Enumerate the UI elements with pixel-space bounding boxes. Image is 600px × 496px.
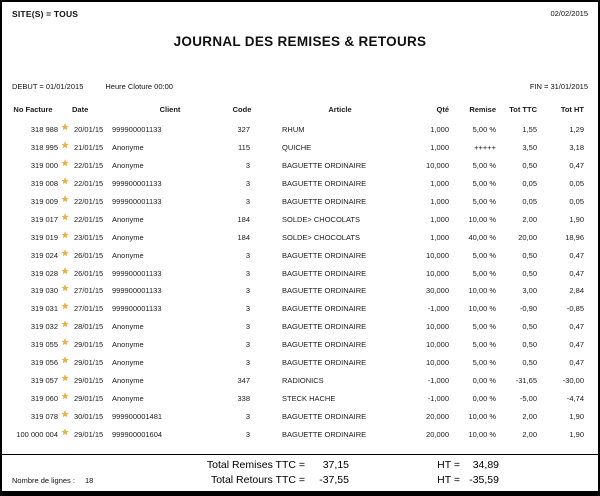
- cell-no-facture: 319 057: [30, 375, 58, 385]
- cell-article: BAGUETTE ORDINAIRE: [282, 161, 367, 171]
- cell-tot-ht: -0,85: [566, 304, 584, 314]
- star-icon: [58, 157, 72, 175]
- cell-remise: 10,00 %: [468, 286, 496, 296]
- cell-client: 999900001133: [112, 179, 162, 189]
- star-icon: [58, 121, 72, 139]
- cell-qte: 10,000: [426, 161, 449, 171]
- star-icon: [58, 318, 72, 336]
- star-icon: [58, 246, 72, 264]
- cell-code: 327: [237, 125, 250, 135]
- cell-article: STECK HACHE: [282, 393, 336, 403]
- cell-tot-ht: -4,74: [566, 393, 584, 403]
- cell-client: 999900001481: [112, 411, 163, 421]
- cell-date: 27/01/15: [74, 286, 104, 296]
- table-row: [8, 157, 586, 175]
- cell-tot-ttc: 20,00: [518, 232, 537, 242]
- cell-client: Anonyme: [112, 375, 144, 385]
- total-retours-ht-value: -35,59: [469, 474, 499, 486]
- star-icon: [58, 425, 72, 443]
- cell-no-facture: 319 008: [30, 179, 58, 189]
- page-title: JOURNAL DES REMISES & RETOURS: [173, 34, 427, 49]
- star-icon: ★: [60, 211, 70, 222]
- cell-no-facture: 319 056: [30, 358, 58, 368]
- cell-tot-ht: 0,47: [569, 268, 584, 278]
- table-row: [8, 282, 586, 300]
- total-retours-ttc-value: -37,55: [319, 474, 349, 486]
- total-remises-label: Total Remises TTC =: [206, 459, 305, 471]
- cell-article: BAGUETTE ORDINAIRE: [282, 322, 367, 332]
- col-header-article: Article: [328, 105, 352, 114]
- star-icon: [58, 228, 72, 246]
- table-row: [8, 407, 586, 425]
- star-icon: [58, 264, 72, 282]
- col-header-remise: Remise: [469, 105, 496, 114]
- star-icon: ★: [60, 355, 70, 366]
- cell-qte: -1,000: [427, 393, 449, 403]
- cell-code: 3: [245, 197, 250, 206]
- star-icon: ★: [60, 408, 70, 419]
- cell-no-facture: 319 024: [30, 250, 58, 260]
- totals-separator: [2, 454, 598, 455]
- cell-no-facture: 319 019: [30, 232, 58, 242]
- star-icon: [58, 193, 72, 211]
- cell-tot-ttc: 0,50: [522, 340, 537, 350]
- cell-tot-ht: 1,90: [569, 214, 584, 224]
- cell-article: BAGUETTE ORDINAIRE: [282, 429, 367, 439]
- cell-tot-ttc: 0,50: [522, 322, 537, 332]
- site-filter-label: SITE(S) = TOUS: [12, 9, 79, 19]
- cell-no-facture: 319 031: [30, 304, 58, 314]
- star-icon: ★: [60, 301, 70, 312]
- total-retours-label: Total Retours TTC =: [210, 474, 305, 486]
- cell-client: Anonyme: [112, 322, 144, 332]
- total-remises-ttc-value: 37,15: [322, 459, 349, 471]
- cell-article: BAGUETTE ORDINAIRE: [282, 411, 367, 421]
- cell-code: 184: [237, 214, 250, 224]
- cell-tot-ttc: 2,00: [522, 214, 537, 224]
- star-icon: ★: [60, 337, 70, 348]
- table-row: [8, 300, 586, 318]
- remises-ht-label: HT =: [437, 459, 460, 471]
- date-range-row: [2, 82, 598, 91]
- star-icon: ★: [60, 265, 70, 276]
- cell-date: 22/01/15: [74, 179, 104, 189]
- cell-tot-ttc: 0,50: [522, 268, 537, 278]
- cell-tot-ht: -30,00: [562, 375, 584, 385]
- cell-tot-ttc: -31,65: [515, 375, 537, 385]
- cell-date: 29/01/15: [74, 429, 104, 439]
- cell-code: 3: [245, 286, 250, 296]
- star-icon: ★: [60, 194, 70, 204]
- table-row: [8, 139, 586, 157]
- cell-qte: 1,000: [430, 143, 449, 153]
- cell-article: SOLDE> CHOCOLATS: [282, 214, 361, 224]
- cell-remise: 5,00 %: [472, 268, 496, 278]
- cell-no-facture: 318 988: [30, 125, 58, 135]
- cell-remise: 5,00 %: [472, 250, 496, 260]
- star-icon: ★: [60, 372, 70, 383]
- cell-date: 23/01/15: [74, 232, 104, 242]
- cell-qte: 1,000: [430, 197, 449, 206]
- cell-tot-ht: 0,05: [569, 179, 584, 189]
- cell-date: 29/01/15: [74, 358, 104, 368]
- cell-remise: 5,00 %: [472, 358, 496, 368]
- table-row: [8, 389, 586, 407]
- cell-qte: 1,000: [430, 214, 449, 224]
- cell-remise: 10,00 %: [468, 411, 496, 421]
- col-header-tot-ttc: Tot TTC: [509, 105, 537, 114]
- heure-cloture-label: Heure Cloture 00:00: [105, 82, 173, 91]
- cell-qte: 10,000: [426, 340, 449, 350]
- total-remises-line: [2, 458, 600, 473]
- cell-date: 22/01/15: [74, 197, 104, 206]
- cell-tot-ttc: 0,50: [522, 250, 537, 260]
- cell-tot-ttc: 3,00: [522, 286, 537, 296]
- cell-article: BAGUETTE ORDINAIRE: [282, 340, 367, 350]
- cell-date: 20/01/15: [74, 125, 104, 135]
- col-header-star-spacer: [58, 105, 72, 121]
- cell-article: SOLDE> CHOCOLATS: [282, 232, 361, 242]
- star-icon: [58, 210, 72, 228]
- cell-article: BAGUETTE ORDINAIRE: [282, 358, 367, 368]
- star-icon: ★: [60, 247, 70, 258]
- col-header-date: Date: [72, 105, 89, 114]
- cell-remise: 5,00 %: [472, 179, 496, 189]
- cell-client: Anonyme: [112, 358, 144, 368]
- cell-qte: 10,000: [426, 322, 449, 332]
- table-row: [8, 336, 586, 354]
- cell-article: BAGUETTE ORDINAIRE: [282, 250, 367, 260]
- star-icon: ★: [60, 283, 70, 294]
- table-row: [8, 318, 586, 336]
- table-row: [8, 246, 586, 264]
- cell-tot-ttc: 1,55: [522, 125, 537, 135]
- cell-client: 999900001604: [112, 429, 163, 439]
- cell-article: QUICHE: [282, 143, 312, 153]
- cell-remise: 10,00 %: [468, 304, 496, 314]
- cell-code: 184: [237, 232, 250, 242]
- cell-article: BAGUETTE ORDINAIRE: [282, 268, 367, 278]
- table-body: [8, 121, 586, 443]
- cell-date: 27/01/15: [74, 304, 104, 314]
- star-icon: [58, 282, 72, 300]
- cell-tot-ttc: 0,50: [522, 161, 537, 171]
- cell-no-facture: 319 000: [30, 161, 58, 171]
- cell-client: Anonyme: [112, 143, 144, 153]
- retours-ht-label: HT =: [437, 474, 460, 486]
- cell-qte: -1,000: [427, 375, 449, 385]
- cell-remise: 5,00 %: [472, 340, 496, 350]
- table-row: [8, 175, 586, 193]
- cell-remise: 5,00 %: [472, 161, 496, 171]
- cell-date: 22/01/15: [74, 161, 104, 171]
- cell-tot-ht: 1,90: [569, 411, 584, 421]
- cell-qte: 10,000: [426, 268, 449, 278]
- star-icon: ★: [60, 229, 70, 240]
- cell-tot-ht: 3,18: [569, 143, 584, 153]
- cell-tot-ht: 0,47: [569, 322, 584, 332]
- cell-date: 21/01/15: [74, 143, 104, 153]
- cell-remise: 5,00 %: [472, 322, 496, 332]
- cell-code: 3: [245, 179, 250, 189]
- cell-code: 3: [245, 250, 250, 260]
- cell-qte: 1,000: [430, 179, 449, 189]
- star-icon: ★: [60, 140, 70, 151]
- col-header-no-facture: No Facture: [13, 105, 53, 114]
- cell-code: 3: [245, 411, 250, 421]
- star-icon: [58, 389, 72, 407]
- cell-article: RHUM: [282, 125, 305, 135]
- cell-remise: 5,00 %: [472, 125, 496, 135]
- cell-client: Anonyme: [112, 340, 144, 350]
- cell-no-facture: 319 009: [30, 197, 58, 206]
- cell-no-facture: 319 028: [30, 268, 58, 278]
- table-row: [8, 425, 586, 443]
- cell-remise: 10,00 %: [468, 214, 496, 224]
- table-row: [8, 371, 586, 389]
- cell-tot-ttc: 2,00: [522, 429, 537, 439]
- print-date: 02/02/2015: [550, 9, 588, 18]
- cell-no-facture: 319 078: [30, 411, 58, 421]
- cell-tot-ht: 0,47: [569, 250, 584, 260]
- cell-no-facture: 319 017: [30, 214, 58, 224]
- cell-date: 26/01/15: [74, 250, 104, 260]
- cell-qte: 10,000: [426, 250, 449, 260]
- cell-client: Anonyme: [112, 393, 144, 403]
- cell-qte: -1,000: [427, 304, 449, 314]
- cell-date: 30/01/15: [74, 411, 104, 421]
- remises-retours-table: [8, 105, 586, 443]
- cell-code: 3: [245, 268, 250, 278]
- star-icon: ★: [60, 319, 70, 330]
- cell-client: Anonyme: [112, 250, 144, 260]
- cell-remise: 0,00 %: [472, 375, 496, 385]
- cell-code: 3: [245, 322, 250, 332]
- line-count: [12, 476, 93, 485]
- cell-article: BAGUETTE ORDINAIRE: [282, 197, 367, 206]
- cell-code: 115: [238, 143, 250, 153]
- cell-tot-ht: 18,96: [565, 232, 584, 242]
- cell-tot-ht: 1,90: [569, 429, 584, 439]
- cell-client: 999900001133: [112, 286, 162, 296]
- cell-tot-ttc: 2,00: [522, 411, 537, 421]
- cell-code: 338: [237, 393, 250, 403]
- cell-tot-ht: 0,47: [569, 358, 584, 368]
- star-icon: ★: [60, 158, 70, 169]
- cell-article: BAGUETTE ORDINAIRE: [282, 179, 367, 189]
- cell-remise: 40,00 %: [468, 232, 496, 242]
- cell-date: 29/01/15: [74, 340, 104, 350]
- table-header: [8, 105, 586, 121]
- cell-no-facture: 319 032: [30, 322, 58, 332]
- star-icon: [58, 354, 72, 372]
- cell-remise: 5,00 %: [472, 197, 496, 206]
- cell-tot-ttc: -0,90: [519, 304, 537, 314]
- cell-tot-ttc: -5,00: [519, 393, 537, 403]
- cell-tot-ht: 2,84: [569, 286, 584, 296]
- cell-tot-ht: 0,47: [569, 340, 584, 350]
- cell-no-facture: 100 000 004: [16, 429, 58, 439]
- cell-code: 3: [245, 304, 250, 314]
- table-row: [8, 210, 586, 228]
- line-count-label: Nombre de lignes :: [12, 476, 75, 485]
- cell-code: 3: [245, 161, 250, 171]
- cell-tot-ht: 0,47: [569, 161, 584, 171]
- star-icon: [58, 139, 72, 157]
- cell-client: 999900001133: [112, 304, 162, 314]
- cell-article: BAGUETTE ORDINAIRE: [282, 304, 367, 314]
- cell-qte: 20,000: [426, 411, 449, 421]
- star-icon: ★: [60, 176, 70, 187]
- cell-tot-ht: 1,29: [569, 125, 584, 135]
- cell-client: 999900001133: [112, 125, 162, 135]
- cell-client: Anonyme: [112, 232, 144, 242]
- col-header-code: Code: [232, 105, 252, 114]
- cell-article: RADIONICS: [282, 375, 324, 385]
- cell-date: 29/01/15: [74, 375, 104, 385]
- cell-date: 22/01/15: [74, 214, 104, 224]
- cell-no-facture: 319 030: [30, 286, 58, 296]
- star-icon: [58, 300, 72, 318]
- cell-qte: 20,000: [426, 429, 449, 439]
- cell-qte: 30,000: [426, 286, 449, 296]
- cell-client: 999900001133: [112, 197, 162, 206]
- cell-no-facture: 319 060: [30, 393, 58, 403]
- cell-date: 29/01/15: [74, 393, 104, 403]
- cell-code: 3: [245, 340, 250, 350]
- star-icon: [58, 371, 72, 389]
- cell-date: 26/01/15: [74, 268, 104, 278]
- cell-tot-ttc: 0,05: [522, 197, 537, 206]
- cell-client: 999900001133: [112, 268, 162, 278]
- cell-tot-ttc: 0,05: [522, 179, 537, 189]
- col-header-client: Client: [159, 105, 181, 114]
- star-icon: ★: [60, 122, 70, 133]
- cell-no-facture: 318 995: [30, 143, 58, 153]
- fin-label: FIN = 31/01/2015: [529, 82, 588, 91]
- star-icon: ★: [60, 426, 70, 437]
- cell-code: 347: [237, 375, 250, 385]
- col-header-tot-ht: Tot HT: [560, 105, 584, 114]
- cell-tot-ht: 0,05: [569, 197, 584, 206]
- star-icon: [58, 336, 72, 354]
- table-row: [8, 354, 586, 372]
- cell-qte: 1,000: [430, 125, 449, 135]
- table-row: [8, 121, 586, 139]
- star-icon: [58, 175, 72, 193]
- cell-tot-ttc: 0,50: [522, 358, 537, 368]
- cell-no-facture: 319 055: [30, 340, 58, 350]
- cell-remise: 10,00 %: [468, 429, 496, 439]
- table-row: [8, 193, 586, 211]
- cell-article: BAGUETTE ORDINAIRE: [282, 286, 367, 296]
- cell-qte: 10,000: [426, 358, 449, 368]
- table-row: [8, 264, 586, 282]
- cell-code: 3: [245, 358, 250, 368]
- debut-label: DEBUT = 01/01/2015: [12, 82, 84, 91]
- cell-date: 28/01/15: [74, 322, 104, 332]
- cell-tot-ttc: 3,50: [522, 143, 537, 153]
- cell-code: 3: [245, 429, 250, 439]
- star-icon: ★: [60, 390, 70, 401]
- star-icon: [58, 407, 72, 425]
- cell-qte: 1,000: [430, 232, 449, 242]
- cell-remise: +++++: [474, 143, 496, 153]
- table-row: [8, 228, 586, 246]
- cell-client: Anonyme: [112, 214, 144, 224]
- cell-client: Anonyme: [112, 161, 144, 171]
- page-header: [2, 2, 598, 19]
- line-count-value: 18: [84, 476, 94, 485]
- total-remises-ht-value: 34,89: [472, 459, 499, 471]
- col-header-qte: Qté: [436, 105, 449, 114]
- cell-remise: 0,00 %: [472, 393, 496, 403]
